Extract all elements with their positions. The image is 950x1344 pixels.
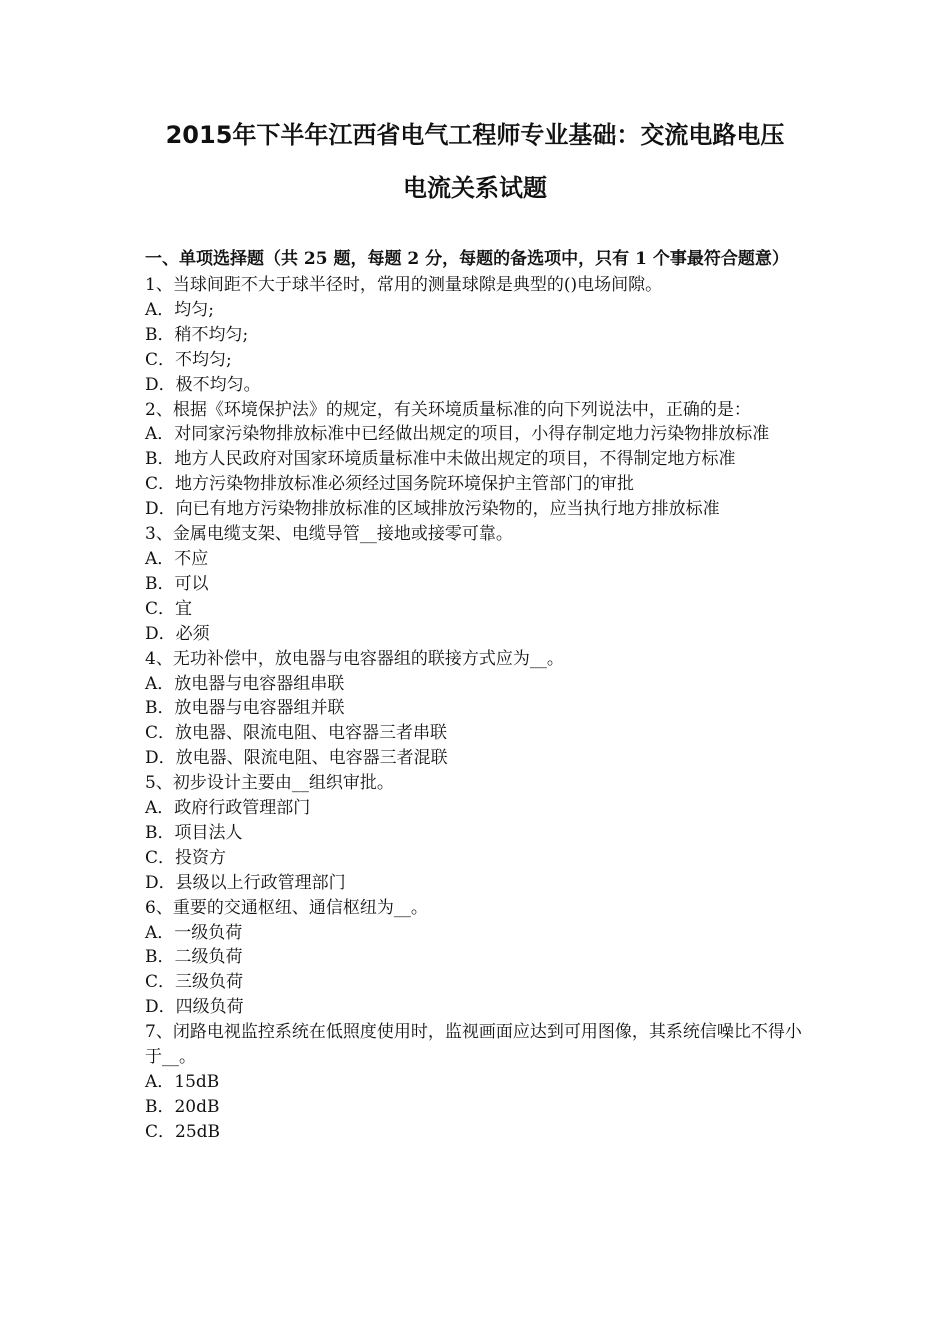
question-2-stem: 2、根据《环境保护法》的规定，有关环境质量标准的向下列说法中，正确的是： [145,399,751,420]
question-5-stem: 5、初步设计主要由__组织审批。 [145,773,394,794]
question-4-option-c: C．放电器、限流电阻、电容器三者串联 [145,723,448,744]
document-title-line-1: 2015年下半年江西省电气工程师专业基础：交流电路电压 [165,121,785,149]
question-5-option-b: B．项目法人 [145,822,243,843]
question-1-option-d: D．极不均匀。 [145,374,261,395]
document-title-line-2: 电流关系试题 [403,174,547,202]
question-6-option-c: C．三级负荷 [145,972,244,993]
question-3-option-d: D．必须 [145,623,210,644]
question-2-option-c: C．地方污染物排放标准必须经过国务院环境保护主管部门的审批 [145,474,635,495]
question-5-option-d: D．县级以上行政管理部门 [145,872,346,893]
question-6-option-b: B．二级负荷 [145,947,243,968]
question-3-option-a: A．不应 [145,548,209,569]
question-3-stem: 3、金属电缆支架、电缆导管__接地或接零可靠。 [145,524,513,545]
question-7-option-c: C．25dB [145,1121,221,1142]
question-3-option-b: B．可以 [145,573,209,594]
question-4-option-b: B．放电器与电容器组并联 [145,698,345,719]
question-5-option-a: A．政府行政管理部门 [145,798,311,819]
question-2-option-d: D．向已有地方污染物排放标准的区域排放污染物的，应当执行地方排放标准 [145,499,720,520]
document-body [145,247,810,1145]
question-6-stem: 6、重要的交通枢纽、通信枢纽为__。 [145,897,428,918]
question-4-option-a: A．放电器与电容器组串联 [145,673,345,694]
question-1-stem: 1、当球间距不大于球半径时，常用的测量球隙是典型的()电场间隙。 [145,275,663,295]
question-7-option-a: A．15dB [145,1072,220,1092]
question-4-option-d: D．放电器、限流电阻、电容器三者混联 [145,748,448,769]
question-6-option-a: A．一级负荷 [145,922,243,943]
question-2-option-b: B．地方人民政府对国家环境质量标准中未做出规定的项目，不得制定地方标准 [145,449,736,470]
question-7-stem: 7、闭路电视监控系统在低照度使用时，监视画面应达到可用图像，其系统信噪比不得小于__。 [145,1022,802,1068]
question-5-option-c: C．投资方 [145,847,227,868]
question-7-option-b: B．20dB [145,1096,220,1117]
question-1-option-c: C．不均匀; [145,349,232,370]
question-1-option-b: B．稍不均匀; [145,324,249,345]
section-heading: 一、单项选择题（共 25 题，每题 2 分，每题的备选项中，只有 1 个事最符合题意） [145,249,789,269]
question-6-option-d: D．四级负荷 [145,997,244,1018]
question-4-stem: 4、无功补偿中，放电器与电容器组的联接方式应为__。 [145,648,564,669]
question-3-option-c: C．宜 [145,598,193,619]
question-2-option-a: A．对同家污染物排放标准中已经做出规定的项目，小得存制定地力污染物排放标准 [145,424,770,445]
question-1-option-a: A．均匀; [145,299,215,320]
